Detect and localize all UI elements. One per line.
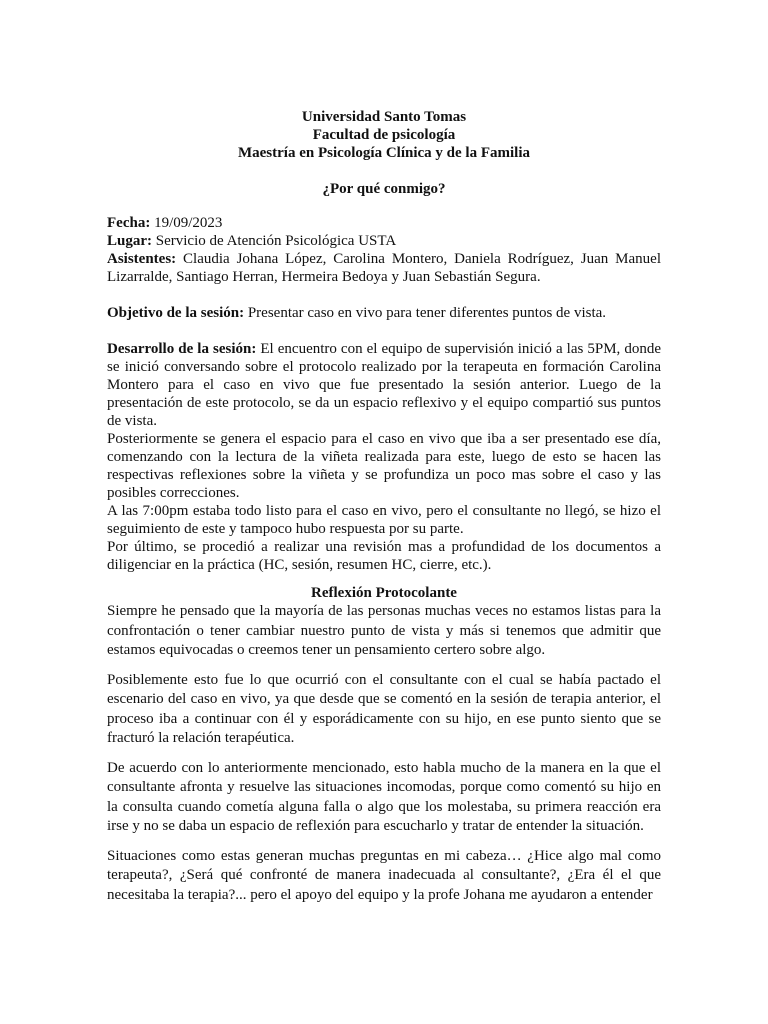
desarrollo-paragraph-3: A las 7:00pm estaba todo listo para el caso en vivo, pero el consultante no llegó, se hizo el seguimiento de este y tampoco hubo respuesta por su parte. [107, 503, 661, 537]
lugar-label: Lugar: [107, 233, 152, 249]
fecha-line [107, 214, 661, 232]
lugar-line [107, 232, 661, 250]
reflexion-title: Reflexión Protocolante [311, 585, 457, 601]
reflexion-paragraph-3: De acuerdo con lo anteriormente mencionado, esto habla mucho de la manera en la que el consultante afronta y resuelve las situaciones incomodas, porque como comentó su hijo en la consulta cuando cometía alguna falla o algo que los molestaba, su primera reacción era irse y no se daba un espacio de reflexión para escucharlo y tratar de entender la situación. [107, 759, 661, 834]
university-name: Universidad Santo Tomas [301, 109, 467, 125]
fecha-label: Fecha: [107, 215, 151, 231]
desarrollo-paragraph-2: Posteriormente se genera el espacio para el caso en vivo que iba a ser presentado ese día, comenzando con la lectura de la viñeta realizada para este, luego de esto se hacen las respectivas reflexiones sobre la viñeta y se profundiza un poco mas sobre el caso y las posibles correcciones. [107, 431, 661, 501]
asistentes-value: Claudia Johana López, Carolina Montero, Daniela Rodríguez, Juan Manuel Lizarralde, Santiago Herran, Hermeira Bedoya y Juan Sebastián Segura. [107, 251, 661, 285]
institution-header [107, 108, 661, 162]
objetivo-text: Presentar caso en vivo para tener diferentes puntos de vista. [244, 305, 607, 321]
asistentes-line [107, 250, 661, 286]
lugar-value: Servicio de Atención Psicológica USTA [152, 233, 397, 249]
document-title: ¿Por qué conmigo? [322, 181, 446, 197]
reflexion-paragraph-1: Siempre he pensado que la mayoría de las personas muchas veces no estamos listas para la confrontación o tener cambiar nuestro punto de vista y más si tenemos que admitir que estamos equivocadas o creemos tener un pensamiento certero sobre algo. [107, 603, 661, 658]
faculty-name: Facultad de psicología [312, 127, 456, 143]
reflexion-paragraph-2: Posiblemente esto fue lo que ocurrió con el consultante con el cual se había pactado el escenario del caso en vivo, ya que desde que se comentó en la sesión de terapia anterior, el proceso iba a continuar con él y esporádicamente con su hijo, en ese punto siento que se fracturó la relación terapéutica. [107, 671, 661, 746]
desarrollo-paragraph-4: Por último, se procedió a realizar una revisión mas a profundidad de los documentos a diligenciar en la práctica (HC, sesión, resumen HC, cierre, etc.). [107, 539, 661, 573]
fecha-value: 19/09/2023 [150, 215, 223, 231]
desarrollo-label: Desarrollo de la sesión: [107, 341, 257, 357]
reflexion-paragraph-4: Situaciones como estas generan muchas preguntas en mi cabeza… ¿Hice algo mal como terapeuta?, ¿Será qué confronté de manera inadecuada al consultante?, ¿Era él el que necesitaba la terapia?... pero el apoyo del equipo y la profe Johana me ayudaron a entender [107, 847, 661, 903]
desarrollo-text-1: El encuentro con el equipo de supervisión inició a las 5PM, donde se inició conversando sobre el protocolo realizado por la terapeuta en formación Carolina Montero para el caso en vivo que fue presentado la sesión anterior. Luego de la presentación de este protocolo, se da un espacio reflexivo y el equipo compartió sus puntos de vista. [107, 341, 661, 429]
asistentes-label: Asistentes: [107, 251, 177, 267]
program-name: Maestría en Psicología Clínica y de la Familia [237, 145, 531, 161]
desarrollo-paragraph-1 [107, 340, 661, 430]
objetivo-label: Objetivo de la sesión: [107, 305, 245, 321]
objetivo-paragraph [107, 304, 661, 322]
document-page [107, 108, 661, 915]
